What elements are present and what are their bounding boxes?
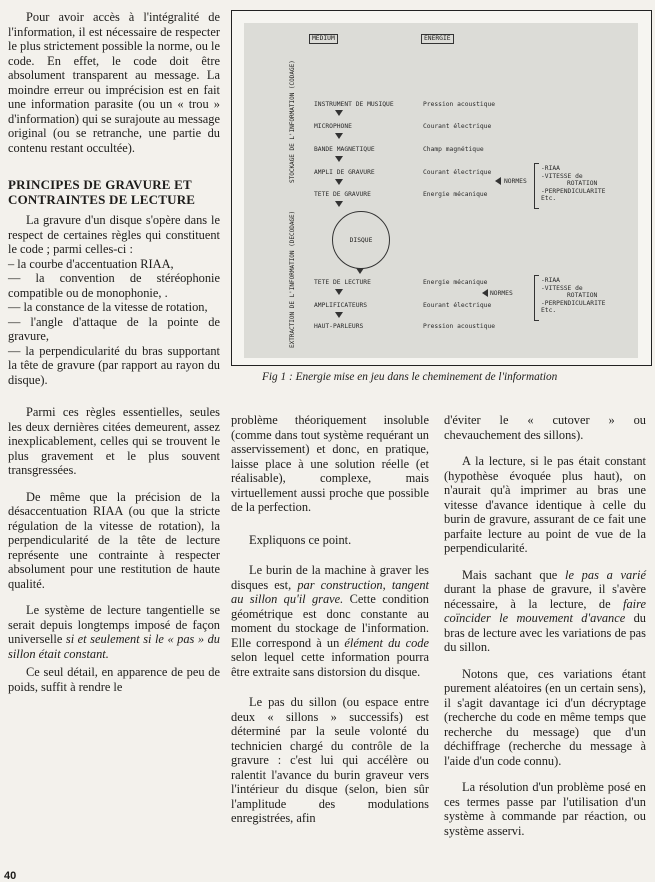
paragraph: Notons que, ces variations étant purement aléatoires (en un certain sens), il s'agit davantage ici d'un décryptage (recherche du code en même temps que recherche du message) que d'un déchiffrage (recherche du message à l'aide d'un code connu). [444, 666, 646, 768]
arrow-left-icon [482, 289, 488, 297]
bracket [534, 163, 539, 209]
middle-column [231, 413, 429, 838]
arrow-down-icon [335, 201, 343, 207]
paragraph: Le pas du sillon (ou espace entre deux « sillons » successifs) est déterminé par la seule volonté du technicien chargé du contrôle de la gravure : c'est lui qui accélère ou ralentit l'avance du burin graveur vers l'intérieur du disque (selon, bien sûr l'amplitude des modulations enregistrées, afin [231, 695, 429, 825]
arrow-down-icon [335, 289, 343, 295]
medium-label: AMPLI DE GRAVURE [314, 169, 375, 176]
paragraph: d'éviter le « cutover » ou chevauchement des sillons). [444, 413, 646, 442]
medium-label: TETE DE LECTURE [314, 279, 371, 286]
bracket [534, 275, 539, 321]
medium-label: AMPLIFICATEURS [314, 302, 368, 309]
side-label-extraction: EXTRACTION DE L'INFORMATION (DECODAGE) [289, 210, 296, 348]
arrow-down-icon [335, 133, 343, 139]
normes-label: NORMES [504, 178, 527, 185]
energy-label: Champ magnétique [423, 146, 484, 153]
list-item: — la constance de la vitesse de rotation, [8, 300, 208, 314]
list-item: — la perpendicularité du bras supportant la tête de gravure (par rapport au rayon du disque). [8, 343, 220, 387]
paragraph: A la lecture, si le pas était constant (hypothèse évoquée plus haut), on n'aurait qu'à imprimer au bras une vitesse d'avance identique à celle du burin de gravure, assurant de ce fait une parfaite lecture au point de vue de la perpendicularité. [444, 454, 646, 555]
rules-list [8, 257, 220, 388]
side-label-storage: STOCKAGE DE L'INFORMATION (CODAGE) [289, 60, 296, 183]
figure-frame [231, 10, 652, 366]
paragraph: De même que la précision de la désaccentuation RIAA (ou que la stricte régulation de la vitesse de rotation), la perpendicularité de la tête de lecture représente une contrainte à respecter absolument pour une restitution de haute qualité. [8, 489, 220, 591]
header-medium: MEDIUM [309, 34, 338, 44]
paragraph: Parmi ces règles essentielles, seules les deux dernières citées demeurent, assez inexplicablement, celles qui se trouvent le plus gravement et le plus souvent transgressées. [8, 405, 220, 477]
energy-label: Eourant électrique [423, 302, 492, 309]
paragraph: Pour avoir accès à l'intégralité de l'information, il est nécessaire de respecter le plus strictement possible la norme, ou le code. En effet, le code doit être absolument transparent au message. La moindre erreur ou imprécision est en fait une information parasite (ou un « trou » d'information) qui se surajoute au message original (ou se retranche, une partie du contenu restant occultée). [8, 10, 220, 155]
figure-diagram [244, 23, 638, 358]
arrow-down-icon [335, 179, 343, 185]
paragraph: Mais sachant que le pas a varié durant la phase de gravure, il s'avère nécessaire, à la lecture, de faire coïncider le mouvement d'avance du bras de lecture avec les variations de pas du sillon. [444, 567, 647, 654]
arrow-down-icon [335, 312, 343, 318]
normes-list: -RIAA -VITESSE de ROTATION -PERPENDICULARITE Etc. [541, 165, 606, 202]
energy-label: Courant électrique [423, 169, 492, 176]
arrow-down-icon [335, 110, 343, 116]
medium-label: BANDE MAGNETIQUE [314, 146, 375, 153]
medium-label: MICROPHONE [314, 123, 352, 130]
paragraph: La gravure d'un disque s'opère dans le respect de certaines règles qui constituent le code ; parmi celles-ci : [8, 213, 220, 256]
paragraph: Ce seul détail, en apparence de peu de poids, suffit à rendre le [8, 665, 220, 694]
energy-label: Pression acoustique [423, 101, 496, 108]
right-column [444, 413, 646, 850]
figure-caption: Fig 1 : Energie mise en jeu dans le cheminement de l'information [262, 371, 558, 383]
page-number: 40 [4, 870, 17, 882]
arrow-down-icon [335, 156, 343, 162]
section-heading: PRINCIPES DE GRAVURE ET CONTRAINTES DE LECTURE [8, 177, 196, 207]
list-item: — l'angle d'attaque de la pointe de gravure, [8, 314, 220, 343]
paragraph: Le système de lecture tangentielle se serait depuis longtemps imposé de façon universelle si et seulement si le « pas » du sillon était constant. [8, 603, 220, 661]
energy-label: Energie mécanique [423, 191, 488, 198]
disc-circle: DISQUE [332, 211, 390, 269]
list-item: – la courbe d'accentuation RIAA, [8, 256, 174, 271]
arrow-left-icon [495, 177, 501, 185]
paragraph: problème théoriquement insoluble (comme dans tout système requérant un asservissement) et donc, en pratique, laisse place à une solution réelle (et réalisable), complexe, mais virtuellement aussi proche que possible de la perfection. [231, 413, 429, 514]
arrow-down-icon [356, 268, 364, 274]
header-energie: ENERGIE [421, 34, 454, 44]
energy-label: Energie mécanique [423, 279, 488, 286]
normes-list: -RIAA -VITESSE de ROTATION -PERPENDICULARITE Etc. [541, 277, 606, 314]
medium-label: TETE DE GRAVURE [314, 191, 371, 198]
normes-label: NORMES [490, 290, 513, 297]
medium-label: INSTRUMENT DE MUSIQUE [314, 101, 394, 108]
list-item: — la convention de stéréophonie compatible ou de monophonie, . [8, 271, 220, 300]
energy-label: Pression acoustique [423, 323, 496, 330]
paragraph: La résolution d'un problème posé en ces termes passe par l'utilisation d'un système à commande par réaction, ou système asservi. [444, 780, 646, 838]
paragraph: Le burin de la machine à graver les disques est, par construction, tangent au sillon qu'il grave. Cette condition géométrique est donc constante au moment du stockage de l'information. Elle correspond à un élément du code selon lequel cette information pourra être extraite sans distorsion du disque. [231, 563, 430, 679]
medium-label: HAUT-PARLEURS [314, 323, 364, 330]
energy-label: Courant électrique [423, 123, 492, 130]
paragraph: Expliquons ce point. [249, 532, 352, 547]
left-column [8, 10, 220, 706]
